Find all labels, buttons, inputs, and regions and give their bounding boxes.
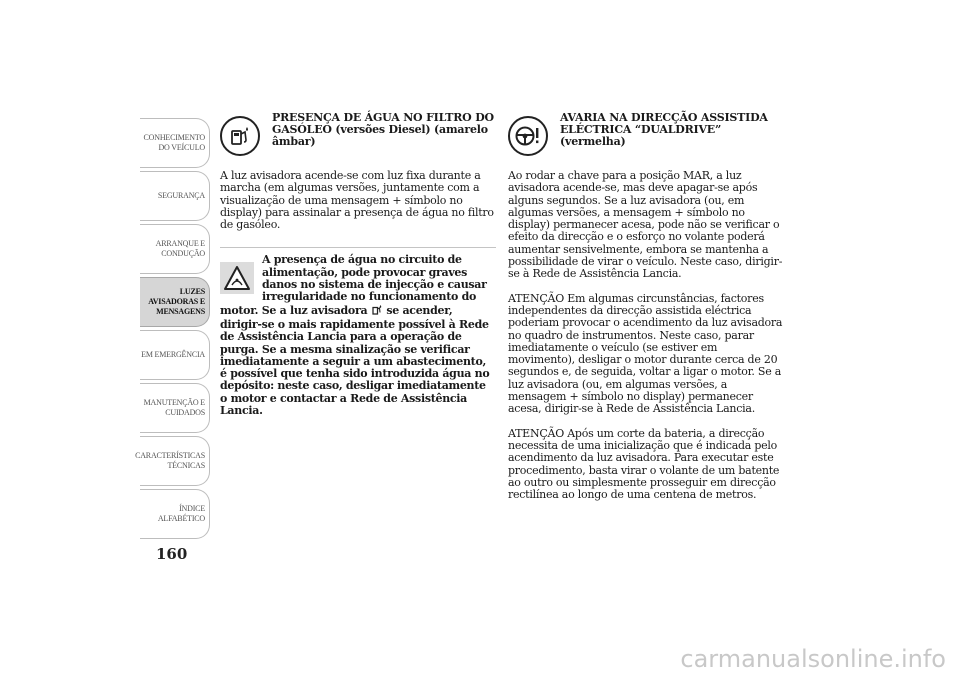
page-number: 160 <box>156 545 188 563</box>
power-steering-fault-icon <box>508 116 548 156</box>
tab-label: EM EMERGÊNCIA <box>141 350 205 359</box>
section-paragraph: Ao rodar a chave para a posição MAR, a luz avisadora acende-se, mas deve apagar-se após alguns segundos. Se a luz avisadora (ou, em algumas versões, a mensagem + símbolo no display) permanecer acesa, pode não se verificar o efeito da direcção e o esforço no volante poderá aumentar sensivelmente, embora se mantenha a possibilidade de virar o veículo. Neste caso, dirigir-se à Rede de Assistência Lancia. <box>508 169 783 281</box>
divider <box>220 247 496 248</box>
tab-label: ÍNDICE ALFABÉTICO <box>157 504 205 523</box>
tab-manutencao-e-cuidados[interactable] <box>140 383 210 433</box>
section-body: A luz avisadora acende-se com luz fixa durante a marcha (em algumas versões, juntamente com a visualização de uma mensagem + símbolo no display) para assinalar a presença de água no filtro de gasóleo. <box>220 169 494 232</box>
tab-em-emergencia[interactable] <box>140 330 210 380</box>
fuel-filter-water-icon <box>371 304 383 319</box>
section-heading: AVARIA NA DIRECÇÃO ASSISTIDA ELÉCTRICA “DUALDRIVE” (vermelha) <box>560 111 768 148</box>
tab-label: ARRANQUE E CONDUÇÃO <box>155 239 205 258</box>
tab-label: SEGURANÇA <box>157 191 205 200</box>
warning-text <box>220 254 496 417</box>
section-paragraph: ATENÇÃO Após um corte da bateria, a direcção necessita de uma inicialização que é indicada pelo acendimento da luz avisadora. Para executar este procedimento, basta virar o volante de um batente ao outro ou simplesmente prosseguir em direcção rectilínea ao longo de uma centena de metros. <box>508 426 780 502</box>
tab-label: CONHECIMENTO DO VEÍCULO <box>143 133 205 152</box>
tab-label: LUZES AVISADORAS E MENSAGENS <box>148 287 205 316</box>
section-heading: PRESENÇA DE ÁGUA NO FILTRO DO GASÓLEO (versões Diesel) (amarelo âmbar) <box>272 111 494 148</box>
section-header <box>220 112 496 170</box>
water-in-filter-section <box>220 112 496 417</box>
section-paragraph: ATENÇÃO Em algumas circunstâncias, factores independentes da direcção assistida eléctrica poderiam provocar o acendimento da luz avisadora no quadro de instrumentos. Neste caso, parar imediatamente o veículo (se estiver em movimento), desligar o motor durante cerca de 20 segundos e, de seguida, voltar a ligar o motor. Se a luz avisadora (ou, em algumas versões, a mensagem + símbolo no display) permanecer acesa, dirigir-se à Rede de Assistência Lancia. <box>508 291 783 416</box>
tab-label: CARACTERÍSTICAS TÉCNICAS <box>135 451 205 470</box>
power-steering-section <box>508 112 784 513</box>
tab-conhecimento-do-veiculo[interactable] <box>140 118 210 168</box>
tab-luzes-avisadoras[interactable] <box>140 277 210 327</box>
tab-seguranca[interactable] <box>140 171 210 221</box>
tab-arranque-e-conducao[interactable] <box>140 224 210 274</box>
chapter-tabs <box>135 118 210 542</box>
tab-label: MANUTENÇÃO E CUIDADOS <box>143 398 205 417</box>
warning-text-part-1: A presença de água no circuito de alimentação, pode provocar graves danos no sistema de injecção e causar irregularidade no funcionamento do motor. Se a luz avisadora <box>220 253 487 317</box>
fuel-filter-water-icon <box>220 116 260 156</box>
warning-text-part-2: se acender, dirigir-se o mais rapidamente possível à Rede de Assistência Lancia para a operação de purga. Se a mesma sinalização se verificar imediatamente a seguir a um abastecimento, é possível que tenha sido introduzida água no depósito: neste caso, desligar imediatamente o motor e contactar a Rede de Assistência Lancia. <box>220 303 490 418</box>
tab-indice-alfabetico[interactable] <box>140 489 210 539</box>
warning-triangle-icon <box>220 262 254 294</box>
section-header <box>508 112 784 170</box>
watermark: carmanualsonline.info <box>680 645 946 673</box>
warning-box <box>220 254 496 417</box>
tab-caracteristicas-tecnicas[interactable] <box>135 436 210 486</box>
